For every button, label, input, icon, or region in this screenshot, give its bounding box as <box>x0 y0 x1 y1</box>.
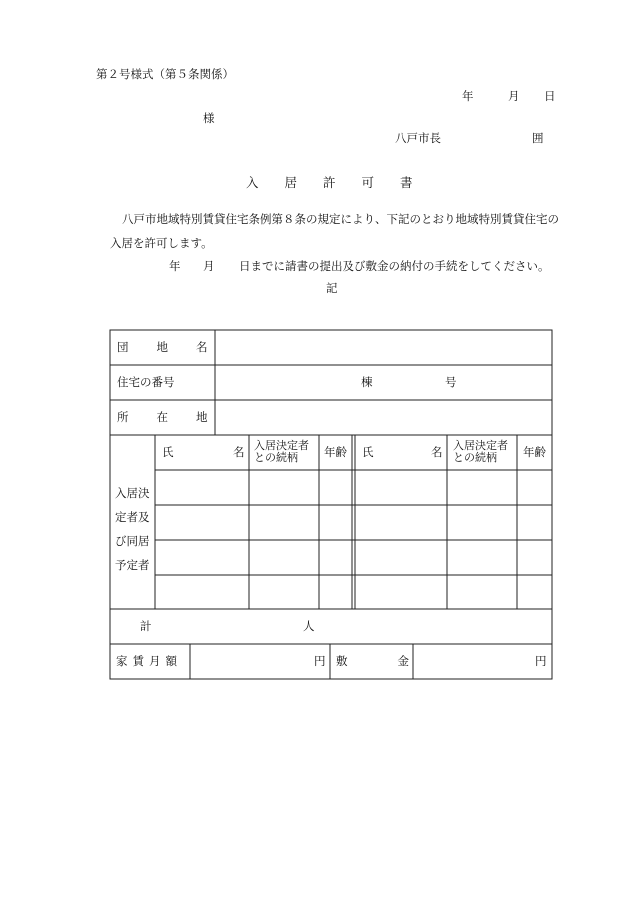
applicant-age-field[interactable] <box>320 471 351 504</box>
applicant-name-field[interactable] <box>356 471 446 504</box>
shozaichi-value-field[interactable] <box>216 401 551 434</box>
col-age-right: 年齢 <box>523 445 546 459</box>
deposit-label-text: 敷金 <box>336 654 459 668</box>
applicant-name-field[interactable] <box>156 506 248 539</box>
applicant-name-field[interactable] <box>156 541 248 574</box>
deadline-text: 日までに請書の提出及び敷金の納付の手続をしてください。 <box>239 259 550 273</box>
applicant-relation-field[interactable] <box>448 471 516 504</box>
applicants-label-line: 予定者 <box>115 558 150 572</box>
seal-mark: 囲 <box>532 131 544 145</box>
jutaku-label: 住宅の番号 <box>117 375 175 389</box>
col-age-left: 年齢 <box>324 445 347 459</box>
total-count-field[interactable] <box>160 610 300 643</box>
applicants-label <box>115 481 150 577</box>
date-day-label: 日 <box>544 89 556 103</box>
applicant-age-field[interactable] <box>320 541 351 574</box>
total-label: 計 <box>140 619 152 633</box>
applicant-relation-field[interactable] <box>250 541 318 574</box>
ki-mark: 記 <box>326 281 338 295</box>
document-title: 入居許可書 <box>246 175 439 190</box>
col-relation-right-line2: との続柄 <box>453 450 497 464</box>
applicant-age-field[interactable] <box>320 506 351 539</box>
col-name-right-1: 氏 <box>362 445 374 459</box>
col-relation-right <box>453 440 508 463</box>
danchi-label <box>117 340 236 354</box>
deposit-amount-field[interactable] <box>414 645 551 678</box>
applicant-name-field[interactable] <box>356 506 446 539</box>
applicant-name-field[interactable] <box>356 541 446 574</box>
applicant-relation-field[interactable] <box>250 471 318 504</box>
issuer-name: 八戸市長 <box>395 131 441 145</box>
rent-label-text: 家賃月額 <box>116 654 182 668</box>
form-number: 第２号様式（第５条関係） <box>96 67 234 81</box>
applicants-label-line: 定者及 <box>115 510 150 524</box>
go-label: 号 <box>445 375 457 389</box>
col-name-left-1: 氏 <box>162 445 174 459</box>
applicants-label-line: 入居決 <box>115 486 150 500</box>
rent-amount-field[interactable] <box>191 645 329 678</box>
applicant-name-field[interactable] <box>356 576 446 608</box>
applicant-age-field[interactable] <box>518 471 551 504</box>
applicant-age-field[interactable] <box>518 506 551 539</box>
rent-unit: 円 <box>314 654 326 668</box>
body-line-2: 入居を許可します。 <box>110 236 213 250</box>
applicant-age-field[interactable] <box>518 576 551 608</box>
deadline-month-label: 月 <box>203 259 215 273</box>
col-name-right-2: 名 <box>431 445 443 459</box>
date-month-label: 月 <box>508 89 520 103</box>
rent-label <box>116 655 182 668</box>
col-relation-left <box>254 440 309 463</box>
applicant-age-field[interactable] <box>320 576 351 608</box>
applicant-relation-field[interactable] <box>448 576 516 608</box>
applicant-age-field[interactable] <box>518 541 551 574</box>
applicant-relation-field[interactable] <box>448 541 516 574</box>
applicant-relation-field[interactable] <box>448 506 516 539</box>
shozaichi-label-text: 所在地 <box>117 410 236 424</box>
applicant-name-field[interactable] <box>156 576 248 608</box>
total-unit: 人 <box>303 619 315 633</box>
to-label: 棟 <box>361 375 373 389</box>
col-relation-left-line2: との続柄 <box>254 450 298 464</box>
deposit-unit: 円 <box>535 654 547 668</box>
danchi-label-text: 団地名 <box>117 340 236 354</box>
deadline-year-label: 年 <box>169 259 181 273</box>
applicant-name-field[interactable] <box>156 471 248 504</box>
addressee-suffix: 様 <box>203 111 215 125</box>
applicant-relation-field[interactable] <box>250 506 318 539</box>
body-line-1: 八戸市地域特別賃貸住宅条例第８条の規定により、下記のとおり地域特別賃貸住宅の <box>122 212 559 226</box>
danchi-value-field[interactable] <box>216 331 551 364</box>
jutaku-value-field[interactable] <box>216 366 551 399</box>
col-relation-left-line1: 入居決定者 <box>254 439 309 452</box>
col-relation-right-line1: 入居決定者 <box>453 439 508 452</box>
col-name-left-2: 名 <box>233 445 245 459</box>
applicant-relation-field[interactable] <box>250 576 318 608</box>
date-year-label: 年 <box>462 89 474 103</box>
applicants-label-line: び同居 <box>115 534 150 548</box>
